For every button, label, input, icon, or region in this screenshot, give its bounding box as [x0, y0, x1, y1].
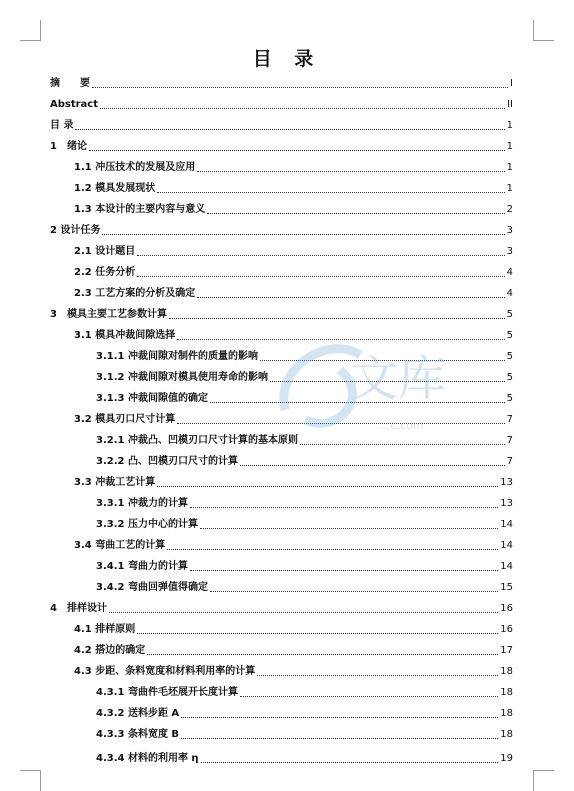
toc-entry-title: 4.3.2 送料步距 A [96, 708, 180, 719]
watermark-subtext: ...c.com [380, 419, 424, 432]
toc-entry-page-number: 4 [506, 288, 513, 299]
toc-entry[interactable] [50, 307, 513, 321]
toc-entry[interactable] [50, 496, 513, 510]
toc-dot-leader [167, 548, 498, 550]
toc-entry-title: 4.3.4 材料的利用率 η [96, 753, 199, 764]
toc-entry-title: 4.2 搭边的确定 [74, 645, 146, 656]
toc-entry[interactable] [50, 139, 513, 153]
toc-entry[interactable] [50, 475, 513, 489]
toc-entry-page-number: 4 [506, 267, 513, 278]
toc-entry-title: 4.3.3 条料宽度 B [96, 729, 180, 740]
toc-entry-title: 摘 要 [50, 78, 90, 89]
toc-dot-leader [201, 761, 499, 763]
toc-entry-page-number: 2 [506, 204, 513, 215]
toc-entry[interactable] [50, 517, 513, 531]
page-corner-mark-top-left [20, 20, 41, 41]
toc-entry-title: 3.2.2 凸、凹模刃口尺寸的计算 [96, 456, 238, 467]
page-title: 目 录 [252, 48, 322, 70]
toc-entry-page-number: 18 [500, 708, 513, 719]
toc-dot-leader [240, 695, 498, 697]
toc-dot-leader [210, 590, 498, 592]
toc-entry-page-number: 15 [500, 582, 513, 593]
toc-entry[interactable] [50, 160, 513, 174]
toc-entry-title: 2.3 工艺方案的分析及确定 [74, 288, 196, 299]
toc-dot-leader [137, 632, 498, 634]
toc-entry-page-number: 13 [500, 477, 513, 488]
watermark-logo [270, 325, 450, 445]
toc-entry-title: 4.3 步距、条料宽度和材料利用率的计算 [74, 666, 256, 677]
toc-entry-page-number: 1 [506, 141, 513, 152]
toc-dot-leader [102, 233, 504, 235]
toc-entry[interactable] [50, 685, 513, 699]
toc-entry-page-number: 7 [506, 414, 513, 425]
toc-entry-page-number: 18 [500, 666, 513, 677]
toc-dot-leader [89, 149, 505, 151]
toc-entry-page-number: 13 [500, 498, 513, 509]
toc-entry-page-number: 3 [506, 225, 513, 236]
toc-entry-title: 3.2.1 冲裁凸、凹模刃口尺寸计算的基本原则 [96, 435, 298, 446]
toc-dot-leader [257, 674, 498, 676]
toc-entry-page-number: 5 [506, 393, 513, 404]
toc-dot-leader [137, 254, 504, 256]
toc-entry[interactable] [50, 706, 513, 720]
toc-entry[interactable] [50, 244, 513, 258]
toc-dot-leader [207, 212, 504, 214]
toc-entry-page-number: 1 [506, 120, 513, 131]
toc-entry[interactable] [50, 454, 513, 468]
toc-dot-leader [157, 485, 498, 487]
toc-entry[interactable] [50, 223, 513, 237]
toc-entry[interactable] [50, 202, 513, 216]
toc-dot-leader [181, 716, 498, 718]
toc-entry-page-number: 14 [500, 540, 513, 551]
toc-entry-title: 4.3.1 弯曲件毛坯展开长度计算 [96, 687, 238, 698]
page-corner-mark-bottom-left [20, 770, 41, 791]
toc-entry[interactable] [50, 286, 513, 300]
toc-entry-page-number: 5 [506, 309, 513, 320]
toc-dot-leader [109, 611, 498, 613]
toc-entry[interactable] [50, 265, 513, 279]
toc-dot-leader [100, 107, 505, 109]
toc-entry-page-number: 3 [506, 246, 513, 257]
toc-entry-page-number: II [507, 99, 513, 110]
toc-entry-page-number: 5 [506, 330, 513, 341]
toc-entry-page-number: 7 [506, 456, 513, 467]
toc-entry-title: 3.1 模具冲裁间隙选择 [74, 330, 176, 341]
toc-dot-leader [197, 296, 504, 298]
toc-entry-title: 3.4.2 弯曲回弹值得确定 [96, 582, 208, 593]
toc-entry-title: 3.1.1 冲裁间隙对制件的质量的影响 [96, 351, 258, 362]
toc-entry-page-number: I [510, 78, 513, 89]
toc-entry-title: 目 录 [50, 120, 74, 131]
toc-entry-title: 3.3.1 冲裁力的计算 [96, 498, 188, 509]
toc-entry-title: 2 设计任务 [50, 225, 101, 236]
toc-entry[interactable] [50, 559, 513, 573]
toc-entry-title: 1.1 冲压技术的发展及应用 [74, 162, 196, 173]
toc-entry[interactable] [50, 601, 513, 615]
toc-entry-page-number: 18 [500, 687, 513, 698]
toc-entry-title: 2.1 设计题目 [74, 246, 136, 257]
toc-dot-leader [200, 527, 498, 529]
toc-entry-page-number: 7 [506, 435, 513, 446]
toc-entry-title: 1.2 模具发展现状 [74, 183, 156, 194]
toc-entry[interactable] [50, 580, 513, 594]
toc-dot-leader [147, 653, 498, 655]
toc-dot-leader [137, 275, 504, 277]
toc-entry[interactable] [50, 622, 513, 636]
toc-entry-page-number: 18 [500, 729, 513, 740]
toc-entry[interactable] [50, 181, 513, 195]
toc-dot-leader [240, 464, 505, 466]
toc-entry-page-number: 16 [500, 624, 513, 635]
toc-dot-leader [190, 506, 498, 508]
toc-entry-title: 3.3 冲裁工艺计算 [74, 477, 156, 488]
toc-entry-page-number: 17 [500, 645, 513, 656]
toc-dot-leader [75, 128, 504, 130]
toc-entry[interactable] [50, 97, 513, 111]
toc-entry-page-number: 14 [500, 519, 513, 530]
toc-dot-leader [181, 737, 498, 739]
toc-entry-page-number: 19 [500, 753, 513, 764]
toc-entry-page-number: 1 [506, 183, 513, 194]
toc-entry-title: 3.4.1 弯曲力的计算 [96, 561, 188, 572]
toc-entry-page-number: 14 [500, 561, 513, 572]
toc-entry[interactable] [50, 118, 513, 132]
page-corner-mark-top-right [533, 20, 554, 41]
toc-entry-title: 1 绪论 [50, 141, 87, 152]
toc-entry-title: 1.3 本设计的主要内容与意义 [74, 204, 206, 215]
toc-entry-title: 3.2 模具刃口尺寸计算 [74, 414, 176, 425]
toc-entry-page-number: 5 [506, 372, 513, 383]
toc-entry-page-number: 1 [506, 162, 513, 173]
toc-entry-title: 3.4 弯曲工艺的计算 [74, 540, 166, 551]
toc-entry[interactable] [50, 664, 513, 678]
toc-entry[interactable] [50, 727, 513, 741]
watermark-text: 文库 [350, 351, 447, 407]
toc-entry-page-number: 16 [500, 603, 513, 614]
toc-entry[interactable] [50, 751, 513, 765]
toc-dot-leader [190, 569, 498, 571]
toc-dot-leader [169, 317, 505, 319]
toc-entry-page-number: 5 [506, 351, 513, 362]
toc-entry-title: 3 模具主要工艺参数计算 [50, 309, 167, 320]
toc-entry-title: Abstract [50, 99, 99, 110]
toc-entry[interactable] [50, 76, 513, 90]
toc-entry-title: 3.3.2 压力中心的计算 [96, 519, 198, 530]
toc-entry-title: 4 排样设计 [50, 603, 107, 614]
toc-entry-title: 3.1.3 冲裁间隙值的确定 [96, 393, 208, 404]
toc-entry-title: 4.1 排样原则 [74, 624, 136, 635]
toc-dot-leader [197, 170, 504, 172]
toc-entry-title: 3.1.2 冲裁间隙对模具使用寿命的影响 [96, 372, 268, 383]
toc-entry-title: 2.2 任务分析 [74, 267, 136, 278]
toc-dot-leader [157, 191, 504, 193]
toc-dot-leader [92, 86, 508, 88]
toc-entry[interactable] [50, 643, 513, 657]
toc-entry[interactable] [50, 538, 513, 552]
page-corner-mark-bottom-right [533, 770, 554, 791]
